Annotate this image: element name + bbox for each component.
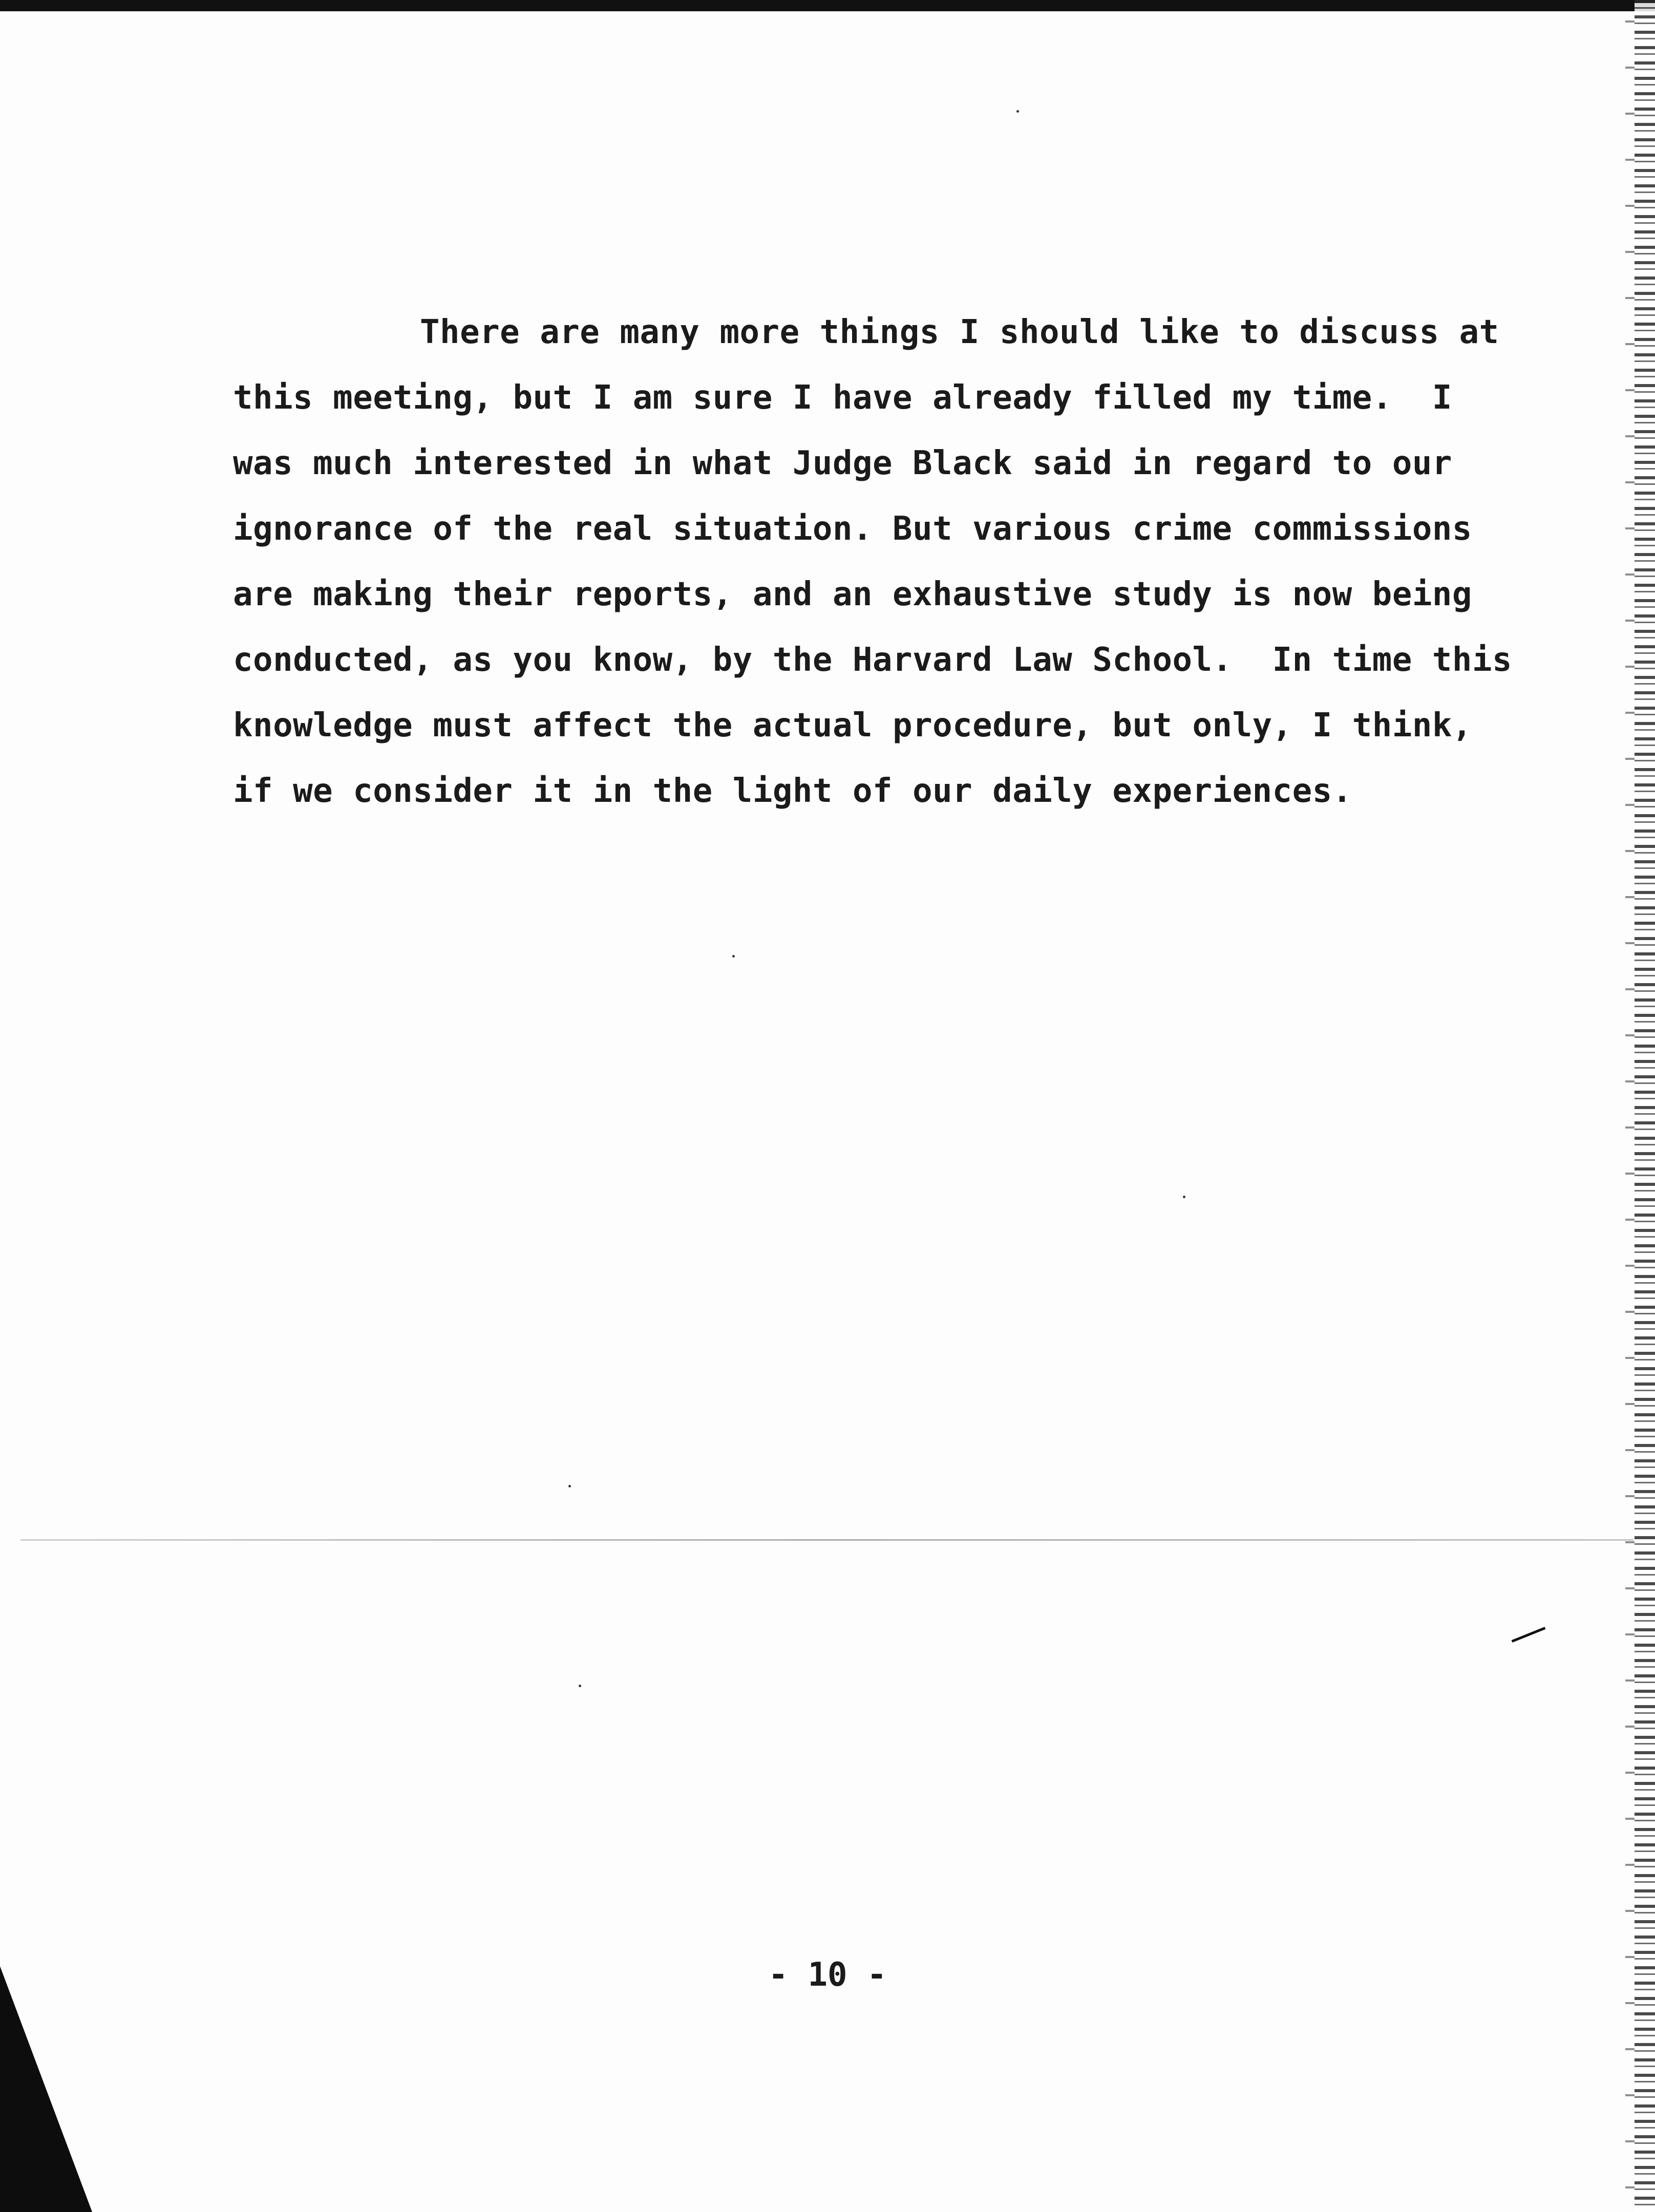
paragraph-line: if we consider it in the light of our daily experiences. bbox=[233, 772, 1352, 810]
paragraph-line: are making their reports, and an exhaustive study is now being bbox=[233, 576, 1472, 613]
scan-right-edge bbox=[1635, 0, 1655, 2212]
paragraph-line: ignorance of the real situation. But various crime commissions bbox=[233, 510, 1472, 548]
scan-speck bbox=[568, 1485, 571, 1487]
paragraph-line: this meeting, but I am sure I have already filled my time. I bbox=[233, 379, 1452, 417]
paragraph-line: There are many more things I should like to discuss at bbox=[420, 313, 1499, 351]
scan-speck bbox=[1183, 1196, 1185, 1198]
stray-pen-mark bbox=[1512, 1627, 1546, 1643]
scan-right-edge-noise bbox=[1625, 0, 1635, 2212]
scan-top-edge bbox=[0, 0, 1655, 11]
scan-speck bbox=[1016, 110, 1019, 113]
paragraph-line: was much interested in what Judge Black said in regard to our bbox=[233, 444, 1452, 482]
paragraph-line: knowledge must affect the actual procedure, but only, I think, bbox=[233, 707, 1472, 745]
scan-speck bbox=[579, 1685, 581, 1687]
page-number: - 10 - bbox=[768, 1956, 887, 1994]
paragraph-line: conducted, as you know, by the Harvard Law School. In time this bbox=[233, 641, 1512, 679]
body-paragraph bbox=[233, 300, 1523, 824]
page-fold-line bbox=[20, 1539, 1633, 1541]
scan-speck bbox=[732, 955, 735, 958]
scan-corner-shadow bbox=[0, 1966, 92, 2212]
